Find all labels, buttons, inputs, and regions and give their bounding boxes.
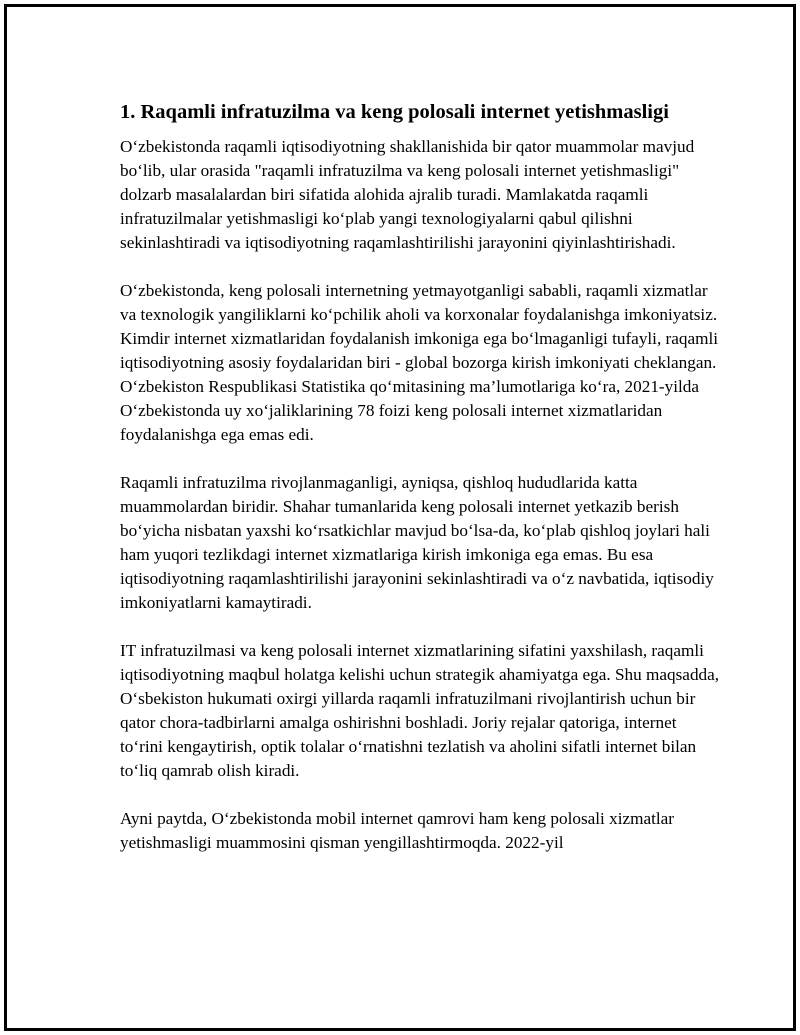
paragraph-4: IT infratuzilmasi va keng polosali internet xizmatlarining sifatini yaxshilash, raqamli iqtisodiyotning maqbul holatga kelishi uchun strategik ahamiyatga ega. Shu maqsadda, O‘sbekiston hukumati oxirgi yillarda raqamli infratuzilmani rivojlantirish uchun bir qator chora-tadbirlarni amalga oshirishni boshladi. Joriy rejalar qatoriga, internet to‘rini kengaytirish, optik tolalar o‘rnatishni tezlatish va aholini sifatli internet bilan to‘liq qamrab olish kiradi.	[120, 641, 720, 780]
paragraph-3: Raqamli infratuzilma rivojlanmaganligi, ayniqsa, qishloq hududlarida katta muammolardan biridir. Shahar tumanlarida keng polosali internet yetkazib berish bo‘yicha nisbatan yaxshi ko‘rsatkichlar mavjud bo‘lsa-da, ko‘plab qishloq joylari hali ham yuqori tezlikdagi internet xizmatlariga kirish imkoniga ega emas. Bu esa iqtisodiyotning raqamlashtirilishi jarayonini sekinlashtiradi va o‘z navbatida, iqtisodiy imkoniyatlarni kamaytiradi.	[120, 473, 714, 612]
paragraph-5: Ayni paytda, O‘zbekistonda mobil internet qamrovi ham keng polosali xizmatlar yetishmasligi muammosini qisman yengillashtirmoqda. 2022-yil	[120, 809, 675, 852]
paragraph-1: O‘zbekistonda raqamli iqtisodiyotning shakllanishida bir qator muammolar mavjud bo‘lib, ular orasida "raqamli infratuzilma va keng polosali internet yetishmasligi" dolzarb masalalardan biri sifatida alohida ajralib turadi. Mamlakatda raqamli infratuzilmalar yetishmasligi ko‘plab yangi texnologiyalarni qabul qilishni sekinlashtiradi va iqtisodiyotning raqamlashtirilishi jarayonini qiyinlashtirishadi.	[120, 137, 695, 252]
document-body	[120, 99, 720, 879]
section-heading: 1. Raqamli infratuzilma va keng polosali internet yetishmasligi	[120, 101, 669, 123]
page-frame	[4, 4, 796, 1031]
paragraph-2: O‘zbekistonda, keng polosali internetning yetmayotganligi sababli, raqamli xizmatlar va texnologik yangiliklarni ko‘pchilik aholi va korxonalar foydalanishga imkoniyatsiz. Kimdir internet xizmatlaridan foydalanish imkoniga ega bo‘lmaganligi tufayli, raqamli iqtisodiyotning asosiy foydalaridan biri - global bozorga kirish imkoniyati cheklangan. O‘zbekiston Respublikasi Statistika qo‘mitasining ma’lumotlariga ko‘ra, 2021-yilda O‘zbekistonda uy xo‘jaliklarining 78 foizi keng polosali internet xizmatlaridan foydalanishga ega emas edi.	[120, 281, 719, 444]
